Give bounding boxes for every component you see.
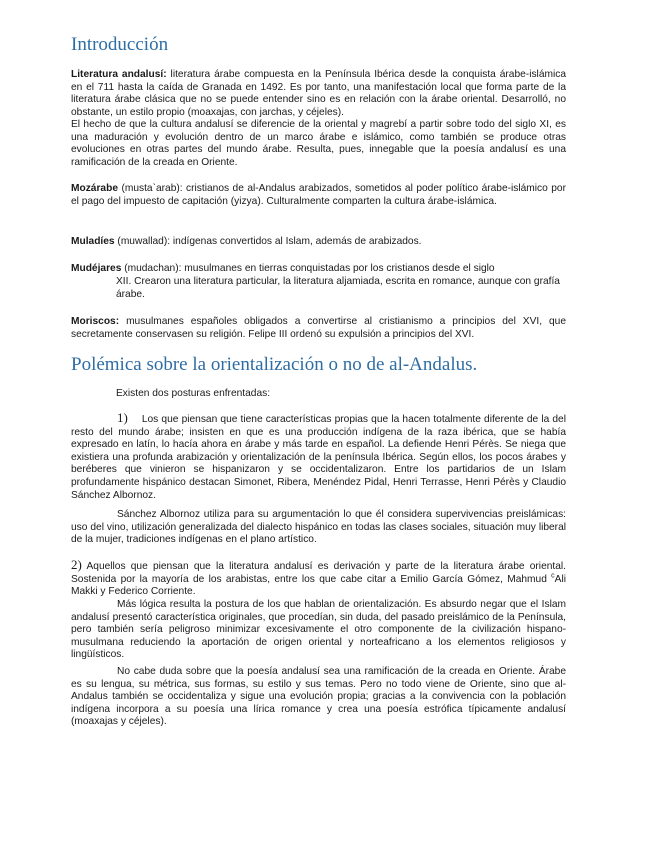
literatura-text: literatura árabe compuesta en la Península Ibérica desde la conquista árabe-islámica en el 711 hasta la caída de Granada en 1492. Es por tanto, una manifestación local que forma parte de la literatura árabe clásica que no se puede entender sino es en relación con la árabe oriental. Desarrolló, no obstante, un estilo propio (moaxajas, con jarchas, y céjeles).: [71, 69, 566, 118]
mudejares-text: (mudachan): musulmanes en tierras conquistadas por los cristianos desde el siglo: [121, 263, 495, 274]
moriscos-paragraph: [71, 316, 566, 341]
mudejares-term: Mudéjares: [71, 263, 122, 274]
mozarabe-text: (musta`arab): cristianos de al-Andalus arabizados, sometidos al poder político árabe-islámico por el pago del impuesto de capitación (yizya). Culturalmente comparten la cultura árabe-islámica.: [71, 183, 566, 207]
mozarabe-paragraph: [71, 183, 566, 208]
mudejares-paragraph: [71, 263, 566, 276]
posture-2-text-a: Aquellos que piensan que la literatura andalusí es derivación y parte de la literatura árabe oriental. Sostenida por la mayoría de los arabistas, entre los que cabe citar a Emilio García Gómez, Mahmud: [71, 561, 566, 585]
moriscos-text: musulmanes españoles obligados a convertirse al cristianismo a principios del XVI, que secretamente conservasen su religión. Felipe III ordenó su expulsión a principios del XVI.: [71, 316, 566, 340]
moriscos-term: Moriscos:: [71, 316, 120, 327]
mudejares-indent: XII. Crearon una literatura particular, la literatura aljamiada, escrita en romance, aunque con grafía árabe.: [116, 276, 560, 300]
cultura-paragraph: El hecho de que la cultura andalusí se diferencie de la oriental y magrebí a partir sobre todo del siglo XI, es una maduración y evolución dentro de un marco árabe e islámico, como también se produce otras evoluciones en otras partes del mundo árabe. Resulta, pues, innegable que la poesía andalusí es una ramificación de la creada en Oriente.: [71, 119, 566, 168]
ramificacion-paragraph: No cabe duda sobre que la poesía andalusí sea una ramificación de la creada en Oriente. Árabe es su lengua, su métrica, sus formas, su estilo y sus temas. Pero no todo viene de Oriente, sino que al-Andalus también se occidentaliza y sigue una evolución propia; gracias a la convivencia con la población indígena incorpora a su poesía una lírica romance y crea una poesía estrófica típicamente andalusí (moaxajas y céjeles).: [71, 666, 566, 728]
posture-2-sup: c: [551, 572, 555, 580]
posture-2-paragraph: [71, 559, 566, 599]
orientalizacion-paragraph: Más lógica resulta la postura de los que hablan de orientalización. Es absurdo negar que el Islam andalusí presentó característica originales, que procedían, sin duda, del pasado preislámico de la Península, pero también sería peligroso minimizar excesivamente el otro componente de la civilización hispano-musulmana reduciendo la aportación de origen oriental y norteafricano a los elementos religiosos y lingüísticos.: [71, 599, 566, 661]
muladies-term: Muladíes: [71, 236, 115, 247]
posture-1-paragraph: [71, 412, 566, 502]
polemic-heading: Polémica sobre la orientalización o no de al-Andalus.: [71, 354, 478, 375]
literatura-term: Literatura andalusí:: [71, 69, 167, 80]
posture-1-text: Los que piensan que tiene características propias que la hacen totalmente diferente de la del resto del mundo árabe; insisten en que es una producción indígena de la raza ibérica, que se había expresado en latín, lo hacía ahora en árabe y más tarde en español. La defiende Henri Pérès. Se niega que existiera una profunda arabización y orientalización de la península Ibérica. Según ellos, los pocos árabes y beréberes que vinieron se hispanizaron y se occidentalizaron. Entre los partidarios de un Islam profundamente hispánico destacan Simonet, Ribera, Menéndez Pidal, Henri Terrasse, Henri Pérès y Claudio Sánchez Albornoz.: [71, 414, 566, 501]
muladies-text: (muwallad): indígenas convertidos al Islam, además de arabizados.: [114, 236, 422, 247]
mozarabe-term: Mozárabe: [71, 183, 118, 194]
posture-2-text-b: Ali Makki y Federico Corriente.: [71, 573, 566, 598]
literatura-paragraph: [71, 69, 566, 119]
intro-heading: Introducción: [71, 34, 169, 55]
muladies-paragraph: [71, 236, 566, 249]
albornoz-paragraph: Sánchez Albornoz utiliza para su argumentación lo que él considera supervivencias preislámicas: uso del vino, utilización generalizada del dialecto hispánico en todas las clases sociales, situación muy liberal de la mujer, tradiciones indígenas en el plano artístico.: [71, 509, 566, 546]
posture-2-number: 2): [71, 557, 82, 572]
postures-intro: Existen dos posturas enfrentadas:: [116, 388, 271, 399]
posture-1-number: 1): [117, 410, 128, 425]
